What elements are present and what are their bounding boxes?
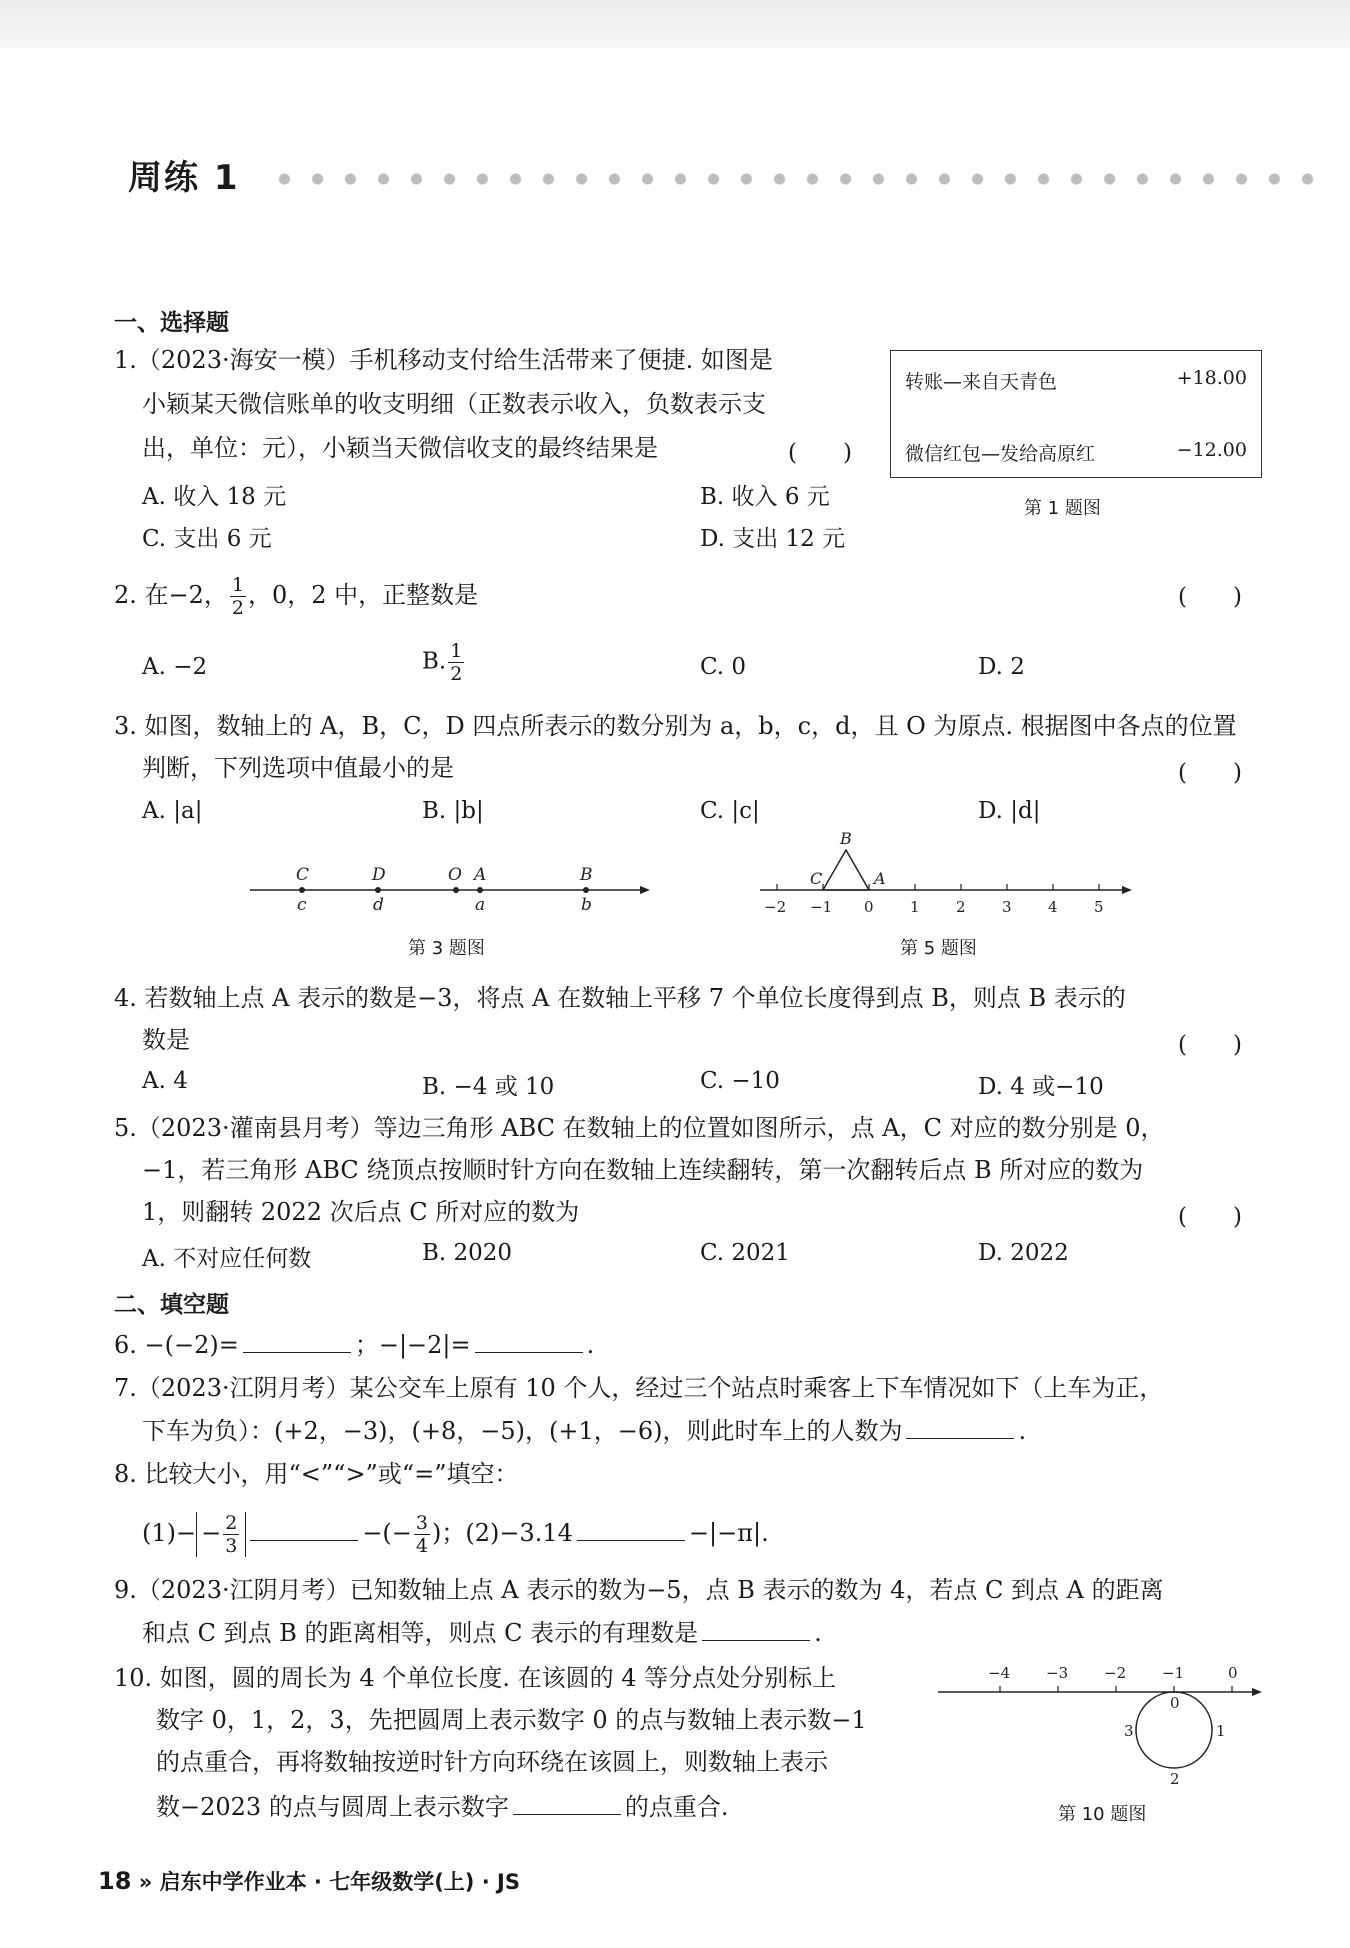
q3-label-c: c [297, 895, 307, 915]
q2-option-b-label: B. [422, 648, 447, 675]
q10-figure-caption: 第 10 题图 [1058, 1804, 1147, 1825]
q8-part-3: )；(2)−3.14 [432, 1519, 573, 1547]
q1-line-1: 1.（2023·海安一模）手机移动支付给生活带来了便捷. 如图是 [114, 346, 773, 374]
q2-option-a: A. −2 [142, 654, 208, 680]
q10-blank[interactable] [513, 1790, 621, 1815]
q10-line-2: 数字 0，1，2，3，先把圆周上表示数字 0 的点与数轴上表示数−1 [156, 1706, 867, 1734]
title-dots-decoration [268, 172, 1328, 186]
q3-point-b [583, 887, 589, 893]
q1-figure-bill-box [890, 350, 1262, 478]
q1-figure-caption: 第 1 题图 [1024, 498, 1101, 519]
q3-point-o [453, 887, 459, 893]
q10-end: 的点重合. [624, 1793, 729, 1821]
q10-tick-label: −1 [1162, 1664, 1185, 1682]
section-choice-heading: 一、选择题 [114, 310, 229, 336]
q5-tick-label: 4 [1048, 898, 1058, 916]
q9-line-1: 9.（2023·江阴月考）已知数轴上点 A 表示的数为−5，点 B 表示的数为 4，若点 C 到点 A 的距离 [114, 1576, 1164, 1604]
q5-tick-label: 1 [910, 898, 920, 916]
q1-bill-row2-label: 微信红包—发给高原红 [905, 443, 1096, 465]
q2-option-b-fraction [448, 640, 464, 685]
q10-line-3: 的点重合，再将数轴按逆时针方向环绕在该圆上，则数轴上表示 [156, 1748, 828, 1776]
q8-part-2: −(− [362, 1519, 412, 1547]
q2-optb-frac-num: 1 [450, 640, 463, 662]
q5-tick-label: −1 [810, 898, 833, 916]
q5-tick-label: 2 [956, 898, 966, 916]
page-footer [98, 1866, 520, 1896]
q1-option-b: B. 收入 6 元 [700, 484, 830, 510]
q2-stem-suffix: ，0，2 中，正整数是 [248, 581, 479, 609]
q2-stem-fraction [230, 574, 246, 619]
q5-figure-caption: 第 5 题图 [900, 938, 977, 959]
q8-frac-1-num: 2 [225, 1512, 238, 1534]
q8-part-4: −|−π|. [688, 1519, 769, 1547]
q5-line-2: −1，若三角形 ABC 绕顶点按顺时针方向在数轴上连续翻转，第一次翻转后点 B 所对应的数为 [142, 1156, 1144, 1184]
q6-line [114, 1328, 594, 1361]
q5-option-a: A. 不对应任何数 [142, 1246, 312, 1272]
q3-option-c: C. |c| [700, 798, 760, 824]
q10-tick-label: 0 [1228, 1664, 1238, 1682]
q3-axis-arrow [640, 886, 650, 894]
q2-stem-frac-den: 2 [231, 597, 244, 619]
q1-line-3: 出，单位：元），小颖当天微信收支的最终结果是 [142, 434, 658, 462]
q7-line-2 [142, 1414, 1026, 1447]
section-fill-heading: 二、填空题 [114, 1292, 229, 1318]
q4-line-1: 4. 若数轴上点 A 表示的数是−3，将点 A 在数轴上平移 7 个单位长度得到点 B，则点 B 表示的 [114, 984, 1126, 1012]
q2-answer-paren: ( ) [1178, 584, 1242, 610]
q3-label-D: D [372, 865, 386, 885]
q3-figure-number-line [240, 858, 660, 938]
q8-part-1: (1)− [142, 1519, 197, 1547]
footer-book-title: 启东中学作业本 · 七年级数学(上) · JS [159, 1870, 520, 1894]
q5-option-c: C. 2021 [700, 1240, 790, 1266]
q8-blank-2[interactable] [577, 1516, 685, 1541]
q8-frac-2-den: 4 [415, 1535, 428, 1557]
q2-stem [114, 574, 478, 619]
q3-option-b: B. |b| [422, 798, 484, 824]
q3-option-a: A. |a| [142, 798, 203, 824]
q10-circle-label-1: 1 [1216, 1722, 1226, 1740]
q8-frac-2-num: 3 [415, 1512, 428, 1534]
q5-line-3: 1，则翻转 2022 次后点 C 所对应的数为 [142, 1198, 580, 1226]
q8-frac-1 [223, 1512, 239, 1557]
q9-line-2-text: 和点 C 到点 B 的距离相等，则点 C 表示的有理数是 [142, 1619, 699, 1647]
q10-circle-label-2: 2 [1170, 1770, 1180, 1788]
q1-bill-row1-label: 转账—来自天青色 [905, 371, 1058, 393]
q1-option-c: C. 支出 6 元 [142, 526, 272, 552]
q5-tick-label: 0 [864, 898, 874, 916]
page-title: 周练 1 [128, 158, 240, 198]
q3-label-A: A [474, 865, 487, 885]
q10-line-1: 10. 如图，圆的周长为 4 个单位长度. 在该圆的 4 等分点处分别标上 [114, 1664, 837, 1692]
q9-blank[interactable] [702, 1616, 810, 1641]
q5-answer-paren: ( ) [1178, 1204, 1242, 1230]
q10-line-4-text: 数−2023 的点与圆周上表示数字 [156, 1793, 509, 1821]
q4-option-b: B. −4 或 10 [422, 1074, 555, 1100]
q3-option-d: D. |d| [978, 798, 1041, 824]
q6-part-a: 6. −(−2)= [114, 1331, 239, 1359]
q3-label-a: a [475, 895, 486, 915]
q5-triangle-abc [823, 850, 869, 890]
q3-point-a [477, 887, 483, 893]
q10-tick-label: −3 [1046, 1664, 1069, 1682]
q10-circle-label-0: 0 [1170, 1694, 1180, 1712]
q3-label-b: b [581, 895, 592, 915]
q2-optb-frac-den: 2 [450, 663, 463, 685]
q5-figure-number-line [750, 826, 1140, 926]
q10-tick-label: −2 [1104, 1664, 1127, 1682]
q3-label-d: d [373, 895, 384, 915]
q4-option-c: C. −10 [700, 1068, 780, 1094]
q1-line-2: 小颖某天微信账单的收支明细（正数表示收入，负数表示支 [142, 390, 766, 418]
q5-tick-label: 5 [1094, 898, 1104, 916]
q6-blank-1[interactable] [243, 1328, 351, 1353]
q3-figure-caption: 第 3 题图 [408, 938, 485, 959]
q4-answer-paren: ( ) [1178, 1032, 1242, 1058]
q3-label-B: B [580, 865, 593, 885]
q5-option-d: D. 2022 [978, 1240, 1069, 1266]
q4-option-a: A. 4 [142, 1068, 188, 1094]
q3-point-d [375, 887, 381, 893]
q3-answer-paren: ( ) [1178, 760, 1242, 786]
q3-line-2: 判断，下列选项中值最小的是 [142, 754, 454, 782]
q8-frac-2 [414, 1512, 430, 1557]
q2-option-d: D. 2 [978, 654, 1025, 680]
q5-line-1: 5.（2023·灌南县月考）等边三角形 ABC 在数轴上的位置如图所示，点 A，C 对应的数分别是 0， [114, 1114, 1165, 1142]
q2-option-b [422, 640, 466, 685]
q3-line-1: 3. 如图，数轴上的 A，B，C，D 四点所表示的数分别为 a，b，c，d，且 O 为原点. 根据图中各点的位置 [114, 712, 1237, 740]
q8-abs-minus: − [201, 1519, 222, 1547]
q5-tick-label: −2 [764, 898, 787, 916]
q2-stem-frac-num: 1 [231, 574, 244, 596]
q8-frac-1-den: 3 [225, 1535, 238, 1557]
q7-line-1: 7.（2023·江阴月考）某公交车上原有 10 个人，经过三个站点时乘客上下车情况如下（上车为正， [114, 1374, 1164, 1402]
q10-line-4 [156, 1790, 728, 1823]
page-number: 18 [98, 1867, 132, 1895]
q5-axis-arrow [1122, 886, 1132, 894]
q8-abs-value [196, 1512, 246, 1557]
q7-end: . [1018, 1417, 1027, 1445]
q9-end: . [814, 1619, 822, 1647]
q1-answer-paren: ( ) [788, 440, 852, 466]
q10-tick-label: −4 [988, 1664, 1011, 1682]
q10-circle-label-3: 3 [1124, 1722, 1134, 1740]
q2-stem-prefix: 2. 在−2， [114, 581, 228, 609]
q6-blank-2[interactable] [475, 1328, 583, 1353]
q5-label-A: A [874, 869, 886, 888]
q6-part-b: ；−|−2|= [354, 1331, 471, 1359]
q1-bill-row1-value: +18.00 [1176, 367, 1247, 389]
q7-line-2-text: 下车为负）：(+2，−3)，(+8，−5)，(+1，−6)，则此时车上的人数为 [142, 1417, 903, 1445]
q4-option-d: D. 4 或−10 [978, 1074, 1104, 1100]
q7-blank[interactable] [906, 1414, 1014, 1439]
q8-line-2 [142, 1512, 769, 1557]
scan-top-band [0, 0, 1350, 48]
q2-option-c: C. 0 [700, 654, 747, 680]
q1-bill-row2-value: −12.00 [1176, 439, 1247, 461]
q1-option-a: A. 收入 18 元 [142, 484, 287, 510]
q3-label-C: C [296, 865, 310, 885]
q5-label-B: B [840, 829, 852, 848]
q5-tick-label: 3 [1002, 898, 1012, 916]
q9-line-2 [142, 1616, 822, 1649]
q8-blank-1[interactable] [250, 1516, 358, 1541]
q4-line-2: 数是 [142, 1026, 190, 1054]
q5-label-C: C [810, 869, 823, 888]
q10-axis-arrow [1252, 1688, 1262, 1696]
q5-option-b: B. 2020 [422, 1240, 513, 1266]
q3-label-O: O [448, 865, 462, 885]
footer-arrow-icon: » [138, 1870, 153, 1894]
q10-figure [930, 1650, 1270, 1810]
q1-option-d: D. 支出 12 元 [700, 526, 846, 552]
q8-line-1: 8. 比较大小，用“<”“>”或“=”填空： [114, 1460, 519, 1488]
q3-point-c [299, 887, 305, 893]
q6-part-c: . [586, 1331, 595, 1359]
